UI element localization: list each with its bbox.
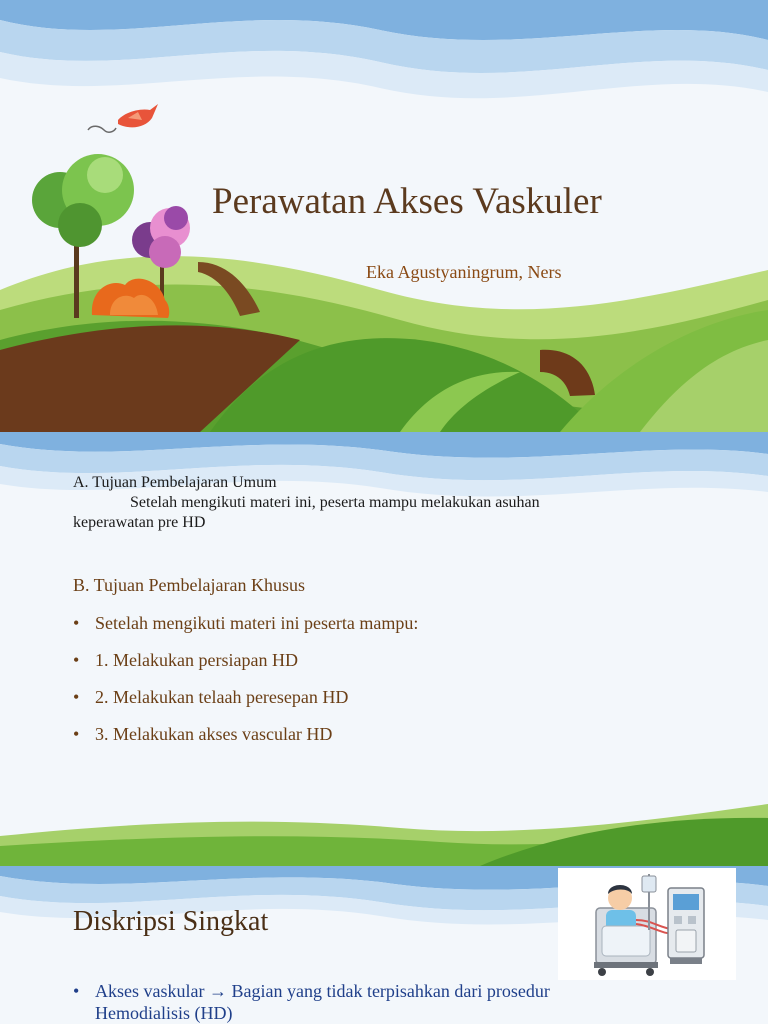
bullet-icon: •: [73, 687, 80, 707]
bullet-icon: •: [73, 981, 80, 1001]
patient-dialysis-icon: [558, 868, 736, 980]
objectives-slide: [0, 432, 768, 866]
general-objective-text-line2: keperawatan pre HD: [73, 514, 206, 531]
title-slide: [0, 0, 768, 432]
bullet-icon: •: [73, 724, 80, 744]
list-item-text: 2. Melakukan telaah peresepan HD: [95, 687, 349, 707]
list-item: [73, 613, 418, 634]
description-slide: [0, 866, 768, 1024]
list-item-text: Setelah mengikuti materi ini peserta mampu:: [95, 613, 419, 633]
list-item: [73, 980, 550, 1024]
bullet-icon: •: [73, 613, 80, 633]
slide-subtitle: Eka Agustyaningrum, Ners: [366, 262, 562, 282]
specific-objective-heading: B. Tujuan Pembelajaran Khusus: [73, 575, 305, 595]
list-item-text: 3. Melakukan akses vascular HD: [95, 724, 333, 744]
slide-title: Perawatan Akses Vaskuler: [212, 181, 602, 222]
general-objective-text-line1: Setelah mengikuti materi ini, peserta mampu melakukan asuhan: [130, 494, 540, 511]
slide-title: Diskripsi Singkat: [73, 906, 269, 937]
hemodialysis-illustration: [558, 868, 736, 980]
bullet-icon: •: [73, 650, 80, 670]
list-item-text: 1. Melakukan persiapan HD: [95, 650, 298, 670]
list-item-text-line2: Hemodialisis (HD): [95, 1003, 233, 1023]
list-item: [73, 650, 298, 671]
general-objective-heading: A. Tujuan Pembelajaran Umum: [73, 474, 277, 491]
list-item: [73, 724, 332, 745]
list-item-text-line1: Akses vaskular → Bagian yang tidak terpisahkan dari prosedur: [95, 981, 550, 1001]
list-item: [73, 687, 348, 708]
